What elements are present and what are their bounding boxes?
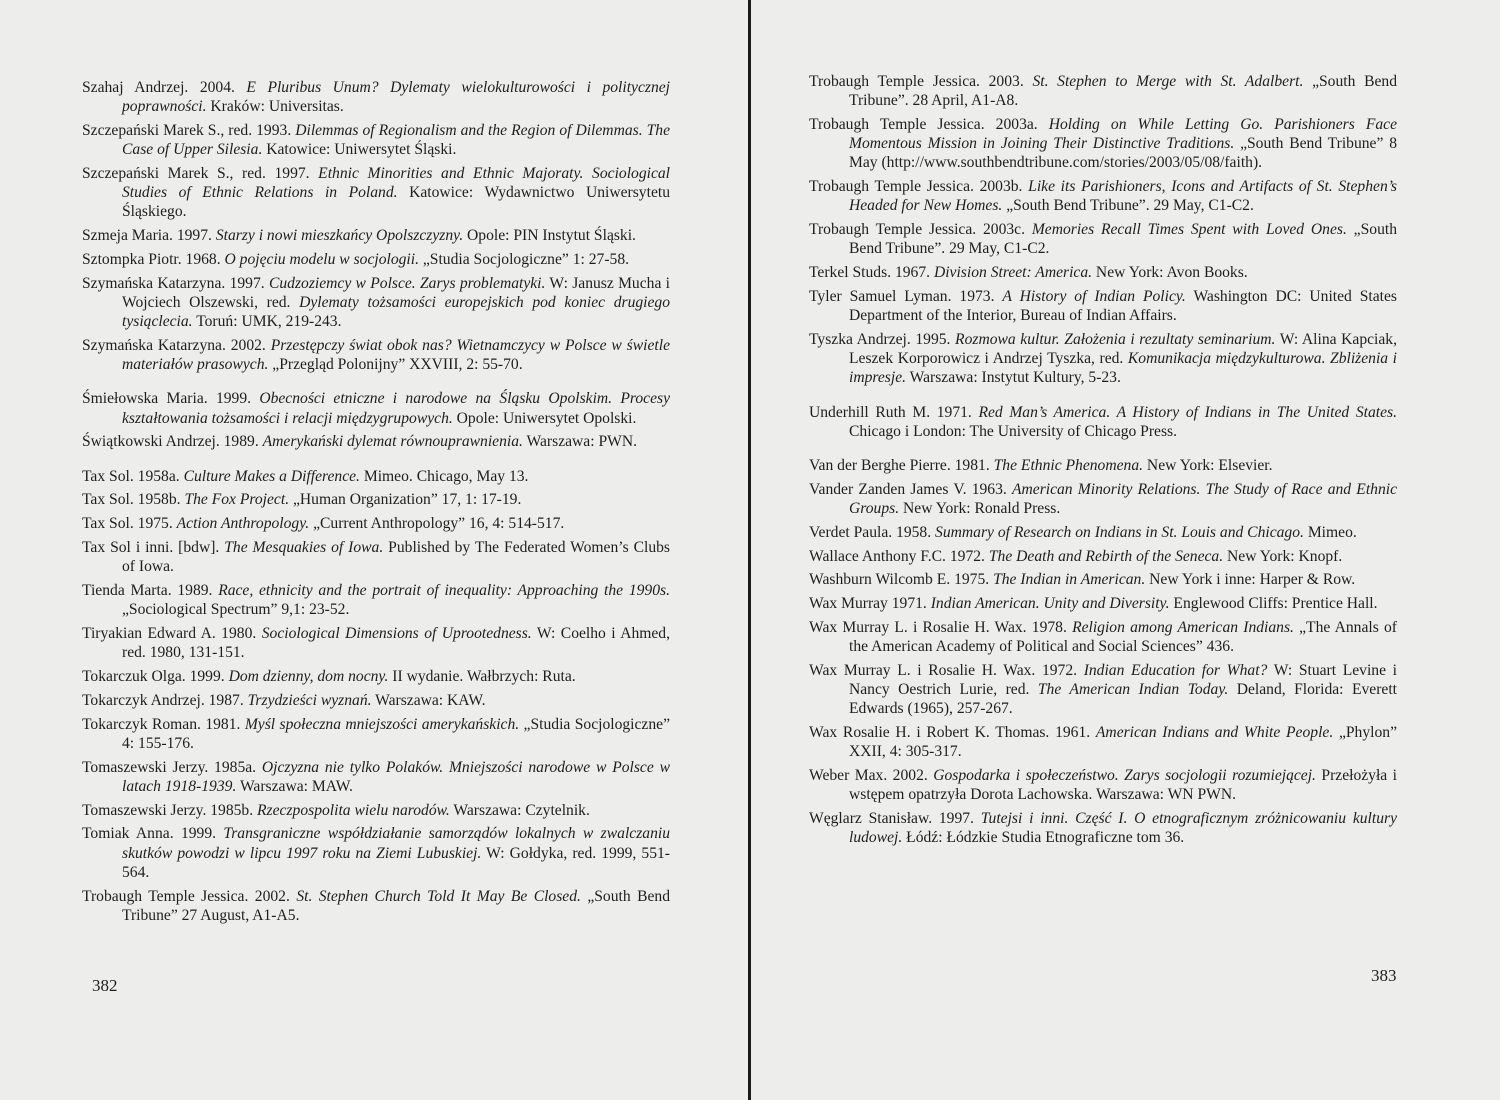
entry-text: Szymańska Katarzyna. 2002. [82,337,271,354]
bibliography-entry [82,624,670,662]
entry-text: „South Bend Tribune”. 29 May, C1-C2. [849,221,1397,258]
entry-text: Opole: PIN Instytut Śląski. [463,227,636,245]
entry-text: Warszawa: PWN. [522,433,637,451]
entry-title: The Mesquakies of Iowa. [224,539,384,556]
bibliography-entry [809,661,1397,719]
entry-text: Warszawa: MAW. [236,777,353,795]
bibliography-entry [82,490,670,509]
bibliography-entry [809,456,1397,475]
entry-title: American Minority Relations. The Study of Race and Ethnic Groups. [849,480,1397,518]
entry-title: The Death and Rebirth of the Seneca. [988,547,1224,565]
entry-title: Ojczyzna nie tylko Polaków. Mniejszości narodowe w Polsce w latach 1918-1939. [122,758,670,795]
entry-text: Tyszka Andrzej. 1995. [809,331,956,348]
bibliography-entry [809,723,1397,761]
bibliography-entry [82,78,670,116]
bibliography-entry [82,336,670,374]
entry-text: Tax Sol. 1958b. [82,491,185,509]
entry-title: E Pluribus Unum? Dylematy wielokulturowości i politycznej poprawności. [122,79,670,116]
entry-text: Toruń: UMK, 219-243. [192,313,342,331]
entry-text: W: Coelho i Ahmed, red. 1980, 131-151. [122,625,670,662]
entry-title: Memories Recall Times Spent with Loved Ones. [1031,221,1347,239]
bibliography-entry [809,809,1397,847]
entry-title: Obecności etniczne i narodowe na Śląsku Opolskim. Procesy kształtowania tożsamości i relacji międzygrupowych. [122,390,670,427]
entry-text: Tomaszewski Jerzy. 1985a. [82,758,262,776]
bibliography-entry [82,514,670,533]
bibliography-entry [82,226,670,245]
bibliography-entry [809,115,1397,173]
entry-text: „South Bend Tribune” 27 August, A1-A5. [122,887,670,924]
entry-title: Ethnic Minorities and Ethnic Majoraty. Sociological Studies of Ethnic Relations in Poland. [122,165,671,202]
entry-text: Szahaj Andrzej. 2004. [82,79,247,96]
entry-text: Tyler Samuel Lyman. 1973. [809,288,1003,305]
entry-title: St. Stephen Church Told It May Be Closed. [296,887,581,905]
bibliography-entry [82,164,670,222]
bibliography-entry [82,538,670,576]
entry-text: W: Alina Kapciak, Leszek Korporowicz i Andrzej Tyszka, red. [849,331,1397,368]
bibliography-entry [809,72,1397,110]
entry-title: Rozmowa kultur. Założenia i rezultaty seminarium. [955,331,1276,348]
bibliography-entry [82,250,670,269]
bibliography-entry [82,667,670,686]
bibliography-entry [809,403,1397,441]
entry-title: Amerykański dylemat równouprawnienia. [262,433,523,451]
bibliography-entry [809,618,1397,656]
entry-text: New York: Knopf. [1223,547,1343,565]
entry-text: Wax Murray 1971. [809,595,931,613]
entry-text: Tax Sol. 1958a. [82,467,184,485]
entry-title: Starzy i nowi mieszkańcy Opolszczyzny. [215,227,464,245]
entry-text: Warszawa: Instytut Kultury, 5-23. [906,369,1121,387]
entry-text: W: Janusz Mucha i Wojciech Olszewski, red. [122,274,670,311]
entry-text: Wax Rosalie H. i Robert K. Thomas. 1961. [809,724,1096,742]
bibliography-entry [82,824,670,882]
entry-text: Tokarczyk Roman. 1981. [82,715,245,733]
entry-text: Tomaszewski Jerzy. 1985b. [82,801,258,819]
entry-text: Węglarz Stanisław. 1997. [809,810,981,828]
bibliography-entry [82,691,670,710]
entry-title: The Ethnic Phenomena. [993,457,1144,475]
entry-text: Katowice: Wydawnictwo Uniwersytetu Śląskiego. [122,184,670,221]
bibliography-entry [809,547,1397,566]
entry-text: Opole: Uniwersytet Opolski. [452,409,637,427]
entry-text: W: Gołdyka, red. 1999, 551-564. [122,844,670,881]
entry-title: Holding on While Letting Go. Parishioners Face Momentous Mission in Joining Their Distinctive Traditions. [849,116,1397,153]
entry-text: Tokarczyk Andrzej. 1987. [82,691,248,709]
entry-title: The Fox Project. [184,491,290,509]
entry-title: Myśl społeczna mniejszości amerykańskich. [244,715,520,733]
bibliography-entry [809,523,1397,542]
bibliography-entry [809,287,1397,325]
entry-text: Łódź: Łódzkie Studia Etnograficzne tom 36. [902,829,1185,847]
entry-title: Komunikacja międzykulturowa. Zbliżenia i impresje. [849,350,1397,387]
entry-text: „South Bend Tribune”. 28 April, A1-A8. [849,73,1398,110]
right-bibliography [809,72,1397,852]
entry-title: St. Stephen to Merge with St. Adalbert. [1032,73,1304,90]
entry-text: Wax Murray L. i Rosalie H. Wax. 1972. [809,662,1084,679]
entry-text: Przełożyła i wstępem opatrzyła Dorota Lachowska. Warszawa: WN PWN. [849,767,1397,804]
entry-text: „Studia Socjologiczne” 1: 27-58. [418,251,630,268]
bibliography-entry [809,177,1397,215]
entry-text: Tiryakian Edward A. 1980. [82,625,262,642]
entry-text: Terkel Studs. 1967. [809,264,934,282]
entry-title: Indian Education for What? [1083,662,1268,679]
bibliography-entry [82,389,670,427]
entry-text: Szczepański Marek S., red. 1993. [82,122,296,139]
bibliography-entry [809,330,1397,388]
entry-text: Śmiełowska Maria. 1999. [82,390,260,408]
bibliography-entry [82,581,670,619]
entry-text: Warszawa: Czytelnik. [449,801,590,819]
bibliography-entry [82,715,670,753]
entry-title: Religion among American Indians. [1072,619,1294,636]
entry-text: Vander Zanden James V. 1963. [809,480,1012,498]
right-page-number: 383 [1371,966,1397,985]
entry-text: Van der Berghe Pierre. 1981. [809,457,994,475]
entry-title: Dylematy tożsamości europejskich pod koniec drugiego tysiąclecia. [122,294,671,331]
entry-title: Red Man’s America. A History of Indians in The United States. [978,403,1397,421]
entry-title: Division Street: America. [933,264,1093,282]
entry-text: Underhill Ruth M. 1971. [809,403,979,421]
entry-text: Katowice: Uniwersytet Śląski. [262,141,457,159]
entry-text: Washington DC: United States Department of the Interior, Bureau of Indian Affairs. [849,288,1398,325]
entry-text: „The Annals of the American Academy of Political and Social Sciences” 436. [849,619,1397,656]
entry-text: Wax Murray L. i Rosalie H. Wax. 1978. [809,619,1073,636]
bibliography-entry [82,432,670,451]
entry-text: Wallace Anthony F.C. 1972. [809,547,989,565]
entry-text: „Current Anthropology” 16, 4: 514-517. [309,515,565,533]
entry-title: Action Anthropology. [176,515,310,533]
entry-title: Culture Makes a Difference. [183,467,360,485]
entry-text: „Sociological Spectrum” 9,1: 23-52. [122,601,350,619]
entry-text: „Przegląd Polonijny” XXVIII, 2: 55-70. [268,356,523,374]
entry-title: Like its Parishioners, Icons and Artifacts of St. Stephen’s Headed for New Homes. [849,178,1397,215]
entry-title: Trzydzieści wyznań. [247,691,372,709]
entry-title: O pojęciu modelu w socjologii. [224,251,419,268]
entry-title: Cudzoziemcy w Polsce. Zarys problematyki. [268,274,546,292]
bibliography-entry [809,480,1397,518]
entry-text: Tokarczuk Olga. 1999. [82,668,229,685]
left-bibliography [82,78,670,930]
entry-title: Dom dzienny, dom nocny. [228,668,389,685]
entry-title: Rzeczpospolita wielu narodów. [257,801,450,819]
entry-text: W: Stuart Levine i Nancy Oestrich Lurie, red. [849,662,1397,699]
entry-text: Trobaugh Temple Jessica. 2003a. [809,116,1049,133]
entry-title: American Indians and White People. [1095,724,1334,742]
entry-text: Verdet Paula. 1958. [809,523,936,541]
entry-title: Dilemmas of Regionalism and the Region of Dilemmas. The Case of Upper Silesia. [122,122,671,159]
bibliography-entry [809,594,1397,613]
entry-text: „Phylon” XXII, 4: 305-317. [849,724,1397,761]
right-page [751,0,1500,1100]
entry-title: A History of Indian Policy. [1002,288,1186,305]
entry-text: New York: Elsevier. [1143,457,1273,475]
entry-text: Tomiak Anna. 1999. [82,825,224,843]
entry-title: The Indian in American. [993,571,1146,589]
entry-title: Indian American. Unity and Diversity. [930,595,1170,613]
entry-text: Szmeja Maria. 1997. [82,227,216,245]
entry-text: Washburn Wilcomb E. 1975. [809,571,994,589]
entry-title: Summary of Research on Indians in St. Louis and Chicago. [935,523,1304,541]
bibliography-entry [82,758,670,796]
entry-text: Trobaugh Temple Jessica. 2003. [809,73,1033,90]
entry-text: Englewood Cliffs: Prentice Hall. [1169,595,1378,613]
entry-text: Tienda Marta. 1989. [82,582,219,599]
bibliography-entry [82,274,670,332]
entry-text: Deland, Florida: Everett Edwards (1965), 257-267. [849,681,1397,718]
entry-title: Tutejsi i inni. Część I. O etnograficznym zróżnicowaniu kultury ludowej. [849,810,1397,847]
bibliography-entry [809,570,1397,589]
entry-text: Tax Sol i inni. [bdw]. [82,539,225,556]
entry-text: New York: Avon Books. [1092,264,1248,282]
entry-text: „South Bend Tribune” 8 May (http://www.southbendtribune.com/stories/2003/05/08/faith). [849,135,1397,172]
bibliography-entry [809,263,1397,282]
entry-text: Published by The Federated Women’s Clubs of Iowa. [122,539,670,576]
bibliography-entry [82,467,670,486]
entry-text: II wydanie. Wałbrzych: Ruta. [388,668,576,685]
entry-text: Świątkowski Andrzej. 1989. [82,433,263,451]
entry-text: „Human Organization” 17, 1: 17-19. [289,491,522,509]
entry-title: Transgraniczne współdziałanie samorządów lokalnych w zwalczaniu skutków powodzi w lipcu 1997 roku na Ziemi Lubuskiej. [122,825,670,862]
entry-title: Gospodarka i społeczeństwo. Zarys socjologii rozumiejącej. [933,767,1316,785]
entry-title: The American Indian Today. [1037,681,1229,699]
entry-text: Trobaugh Temple Jessica. 2002. [82,887,297,905]
entry-text: „South Bend Tribune”. 29 May, C1-C2. [1002,197,1254,215]
entry-text: Szczepański Marek S., red. 1997. [82,165,319,182]
entry-text: New York i inne: Harper & Row. [1145,571,1356,589]
entry-text: Trobaugh Temple Jessica. 2003b. [809,178,1029,196]
entry-text: Mimeo. [1303,523,1357,541]
entry-title: Przestępczy świat obok nas? Wietnamczycy w Polsce w świetle materiałów prasowych. [122,337,670,374]
left-page-number: 382 [92,976,118,995]
entry-text: New York: Ronald Press. [899,500,1061,518]
entry-text: Kraków: Universitas. [206,98,344,116]
bibliography-entry [82,801,670,820]
bibliography-entry [82,121,670,159]
entry-text: Tax Sol. 1975. [82,515,177,533]
bibliography-entry [82,887,670,925]
entry-text: Weber Max. 2002. [809,767,934,785]
entry-text: Mimeo. Chicago, May 13. [359,467,529,485]
bibliography-entry [809,220,1397,258]
entry-text: Trobaugh Temple Jessica. 2003c. [809,221,1032,239]
bibliography-entry [809,766,1397,804]
entry-title: Race, ethnicity and the portrait of inequality: Approaching the 1990s. [218,582,670,599]
left-page [0,0,749,1100]
entry-text: Szymańska Katarzyna. 1997. [82,274,269,292]
entry-text: Sztompka Piotr. 1968. [82,251,225,268]
entry-text: Chicago i London: The University of Chicago Press. [849,422,1178,440]
entry-text: „Studia Socjologiczne” 4: 155-176. [122,715,670,752]
entry-title: Sociological Dimensions of Uprootedness. [261,625,532,642]
entry-text: Warszawa: KAW. [371,691,486,709]
